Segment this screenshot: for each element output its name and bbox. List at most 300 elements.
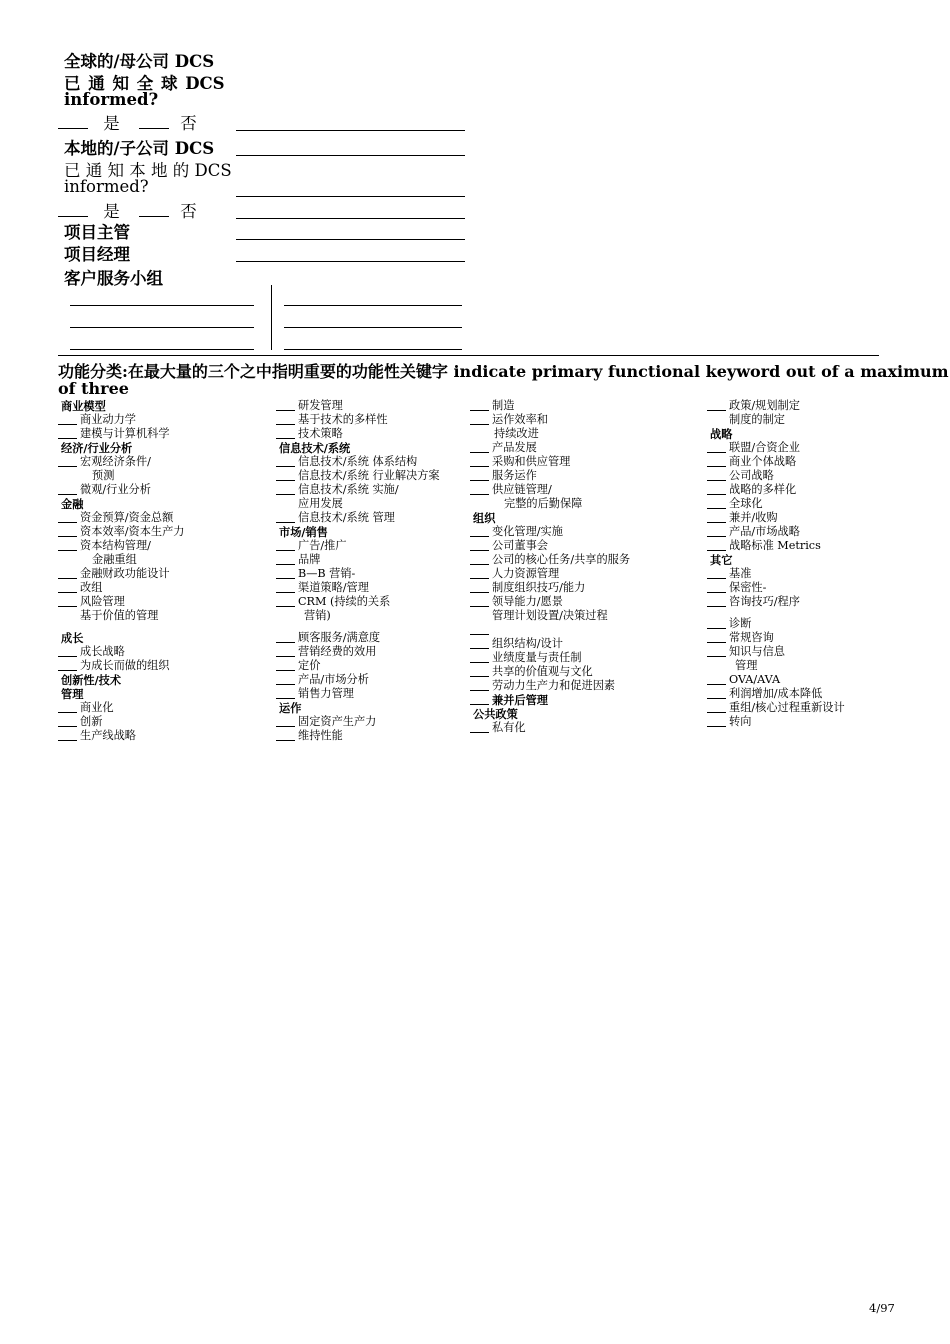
category-heading-text: 组织 — [473, 511, 496, 525]
keyword-item — [276, 413, 464, 427]
checkbox-blank[interactable] — [58, 740, 77, 741]
keyword-item — [58, 567, 268, 581]
answer-line-local[interactable] — [236, 155, 465, 156]
checkbox-blank[interactable] — [58, 656, 77, 657]
checkbox-blank[interactable] — [707, 606, 726, 607]
keyword-label: OVA/AVA — [729, 673, 781, 686]
function-title-cont: of three — [58, 379, 129, 398]
keyword-label: 转向 — [729, 715, 752, 728]
keyword-label: 资本结构管理/ — [80, 539, 151, 552]
keyword-item — [276, 427, 464, 441]
checkbox-blank[interactable] — [276, 578, 295, 579]
global-informed-en: informed? — [64, 90, 159, 109]
category-heading — [58, 441, 268, 455]
keyword-label: 兼并/收购 — [729, 511, 778, 524]
keyword-label: 为成长而做的组织 — [80, 659, 170, 672]
keyword-item — [707, 511, 877, 525]
keyword-label: 改组 — [80, 581, 103, 594]
spacer — [707, 609, 877, 617]
keyword-label: 战略的多样化 — [729, 483, 797, 496]
client-team-line-5[interactable] — [284, 327, 462, 328]
keyword-label: 微观/行业分析 — [80, 483, 151, 496]
checkbox-blank[interactable] — [58, 726, 77, 727]
keyword-item — [470, 469, 700, 483]
keyword-label: CRM (持续的关系 — [298, 595, 391, 608]
keyword-label: 产品/市场分析 — [298, 673, 369, 686]
category-heading-text: 信息技术/系统 — [279, 441, 351, 455]
category-heading — [470, 707, 700, 721]
keyword-label: 资本效率/资本生产力 — [80, 525, 185, 538]
checkbox-blank[interactable] — [58, 438, 77, 439]
keyword-label: 采购和供应管理 — [492, 455, 571, 468]
keyword-item — [707, 617, 877, 631]
keyword-label: 变化管理/实施 — [492, 525, 563, 538]
global-yes-blank[interactable] — [58, 114, 88, 129]
local-no-blank[interactable] — [139, 202, 169, 217]
local-yes-blank[interactable] — [58, 202, 88, 217]
keyword-item — [276, 687, 464, 701]
keyword-item — [470, 413, 700, 427]
checkbox-blank[interactable] — [707, 712, 726, 713]
checkbox-blank[interactable] — [276, 466, 295, 467]
answer-line-local-informed[interactable] — [236, 196, 465, 197]
client-team-line-4[interactable] — [284, 305, 462, 306]
keyword-label: 技术策略 — [298, 427, 343, 440]
local-informed-cn: 已 通 知 本 地 的 DCS — [64, 161, 232, 180]
checkbox-blank[interactable] — [470, 410, 489, 411]
project-manager-label: 项目经理 — [64, 245, 130, 264]
keyword-item — [707, 399, 877, 413]
checkbox-blank[interactable] — [707, 466, 726, 467]
keyword-item — [707, 581, 877, 595]
keyword-continuation — [470, 497, 700, 511]
keyword-item — [58, 729, 268, 743]
keyword-item — [470, 441, 700, 455]
category-heading — [58, 687, 268, 701]
keyword-continuation-text: 管理 — [735, 659, 758, 672]
keyword-label: 利润增加/成本降低 — [729, 687, 823, 700]
keyword-label: 生产线战略 — [80, 729, 136, 742]
keyword-continuation — [276, 497, 464, 511]
keyword-label: 顾客服务/满意度 — [298, 631, 381, 644]
checkbox-blank[interactable] — [58, 536, 77, 537]
project-director-label: 项目主管 — [64, 223, 130, 242]
keyword-item — [276, 595, 464, 609]
client-team-line-2[interactable] — [70, 327, 254, 328]
checkbox-blank[interactable] — [470, 592, 489, 593]
local-yes-label: 是 — [103, 202, 120, 221]
keyword-item — [470, 679, 700, 693]
keyword-label: 成长战略 — [80, 645, 125, 658]
keyword-continuation-text: 预测 — [92, 469, 115, 482]
keyword-item — [276, 469, 464, 483]
checkbox-blank[interactable] — [470, 578, 489, 579]
keyword-item — [276, 581, 464, 595]
keyword-label: 营销经费的效用 — [298, 645, 377, 658]
keyword-item — [707, 455, 877, 469]
checkbox-blank[interactable] — [58, 522, 77, 523]
keyword-label: 私有化 — [492, 721, 526, 734]
keyword-label: 公司董事会 — [492, 539, 548, 552]
checkbox-blank[interactable] — [707, 494, 726, 495]
checkbox-blank[interactable] — [470, 466, 489, 467]
keyword-item — [58, 701, 268, 715]
keyword-label: B—B 营销- — [298, 567, 356, 580]
keyword-item — [276, 567, 464, 581]
checkbox-blank[interactable] — [470, 424, 489, 425]
checkbox-blank[interactable] — [707, 480, 726, 481]
keyword-item — [58, 511, 268, 525]
checkbox-blank[interactable] — [470, 704, 489, 705]
keyword-item — [707, 715, 877, 729]
keyword-label: 人力资源管理 — [492, 567, 560, 580]
category-heading — [58, 399, 268, 413]
keyword-item — [707, 673, 877, 687]
keyword-item — [707, 469, 877, 483]
keyword-label: 资金预算/资金总额 — [80, 511, 174, 524]
keyword-item — [276, 631, 464, 645]
keyword-item — [58, 659, 268, 673]
keyword-continuation — [707, 413, 877, 427]
keyword-label: 战略标准 Metrics — [729, 539, 821, 552]
keyword-label: 商业动力学 — [80, 413, 136, 426]
answer-line-project-director[interactable] — [236, 239, 465, 240]
keyword-label: 产品/市场战略 — [729, 525, 800, 538]
global-no-label: 否 — [180, 114, 197, 133]
keyword-label: 领导能力/愿景 — [492, 595, 563, 608]
checkbox-blank[interactable] — [707, 698, 726, 699]
keyword-item — [470, 455, 700, 469]
function-title: 功能分类:在最大量的三个之中指明重要的功能性关键字 indicate primary functional keyword out of a maximum — [58, 362, 949, 381]
checkbox-blank[interactable] — [707, 550, 726, 551]
checkbox-blank[interactable] — [470, 648, 489, 649]
checkbox-blank[interactable] — [470, 494, 489, 495]
checkbox-blank[interactable] — [470, 606, 489, 607]
keyword-label: 信息技术/系统 体系结构 — [298, 455, 418, 468]
global-yes-no — [58, 110, 197, 134]
keyword-item — [276, 511, 464, 525]
checkbox-blank[interactable] — [470, 536, 489, 537]
checkbox-blank[interactable] — [470, 480, 489, 481]
keyword-label: 保密性- — [729, 581, 767, 594]
category-heading-text: 金融 — [61, 497, 84, 511]
keyword-item — [707, 701, 877, 715]
keyword-item — [707, 595, 877, 609]
keyword-label: 创新 — [80, 715, 103, 728]
keyword-continuation-text: 管理计划设置/决策过程 — [492, 609, 608, 622]
keyword-label: 金融财政功能设计 — [80, 567, 170, 580]
checkbox-blank[interactable] — [707, 410, 726, 411]
keyword-item — [707, 567, 877, 581]
page-number: 4/97 — [869, 1301, 895, 1315]
answer-line-local-yesno[interactable] — [236, 218, 465, 219]
category-heading-text: 商业模型 — [61, 399, 106, 413]
keyword-label: 品牌 — [298, 553, 321, 566]
category-heading-text: 兼并后管理 — [492, 693, 548, 707]
keyword-label: 广告/推广 — [298, 539, 347, 552]
keyword-item — [276, 455, 464, 469]
keyword-item — [58, 427, 268, 441]
function-column-1 — [58, 399, 268, 743]
category-heading — [470, 693, 700, 707]
category-heading — [58, 497, 268, 511]
checkbox-blank[interactable] — [707, 578, 726, 579]
category-heading — [470, 511, 700, 525]
keyword-item — [470, 595, 700, 609]
global-parent-label: 全球的/母公司 DCS — [64, 52, 215, 71]
keyword-item — [276, 715, 464, 729]
category-heading-text: 成长 — [61, 631, 84, 645]
checkbox-blank[interactable] — [276, 670, 295, 671]
keyword-item — [707, 525, 877, 539]
local-no-label: 否 — [180, 202, 197, 221]
keyword-label: 服务运作 — [492, 469, 537, 482]
keyword-item — [470, 553, 700, 567]
keyword-continuation-text: 完整的后勤保障 — [504, 497, 583, 510]
keyword-item — [707, 497, 877, 511]
checkbox-blank[interactable] — [276, 656, 295, 657]
category-heading — [276, 525, 464, 539]
checkbox-blank[interactable] — [276, 480, 295, 481]
checkbox-blank[interactable] — [470, 676, 489, 677]
checkbox-blank[interactable] — [58, 550, 77, 551]
client-team-label: 客户服务小组 — [64, 269, 163, 288]
checkbox-blank[interactable] — [470, 634, 489, 635]
keyword-item — [276, 645, 464, 659]
keyword-item — [276, 399, 464, 413]
keyword-item — [58, 595, 268, 609]
keyword-continuation — [276, 609, 464, 623]
checkbox-blank[interactable] — [58, 606, 77, 607]
keyword-label: 建模与计算机科学 — [80, 427, 170, 440]
checkbox-blank[interactable] — [707, 656, 726, 657]
keyword-item — [58, 715, 268, 729]
keyword-item — [470, 539, 700, 553]
checkbox-blank[interactable] — [707, 592, 726, 593]
keyword-item — [276, 729, 464, 743]
checkbox-blank[interactable] — [58, 466, 77, 467]
checkbox-blank[interactable] — [470, 452, 489, 453]
keyword-label: 共享的价值观与文化 — [492, 665, 593, 678]
category-heading-text: 运作 — [279, 701, 302, 715]
keyword-item — [470, 399, 700, 413]
checkbox-blank[interactable] — [470, 690, 489, 691]
keyword-label: 组织结构/设计 — [492, 637, 563, 650]
category-heading — [58, 673, 268, 687]
checkbox-blank[interactable] — [276, 642, 295, 643]
keyword-item — [470, 525, 700, 539]
keyword-continuation — [58, 609, 268, 623]
category-heading-text: 战略 — [710, 427, 733, 441]
checkbox-blank[interactable] — [276, 494, 295, 495]
keyword-item — [58, 483, 268, 497]
function-column-4 — [707, 399, 877, 729]
keyword-label: 业绩度量与责任制 — [492, 651, 582, 664]
keyword-label: 重组/核心过程重新设计 — [729, 701, 845, 714]
category-heading — [276, 441, 464, 455]
keyword-label: 研发管理 — [298, 399, 343, 412]
checkbox-blank[interactable] — [707, 684, 726, 685]
keyword-continuation-text: 制度的制定 — [729, 413, 785, 426]
checkbox-blank[interactable] — [276, 740, 295, 741]
keyword-item — [58, 581, 268, 595]
checkbox-blank[interactable] — [276, 438, 295, 439]
checkbox-blank[interactable] — [276, 410, 295, 411]
category-heading-text: 其它 — [710, 553, 733, 567]
keyword-item — [58, 645, 268, 659]
keyword-label: 常规咨询 — [729, 631, 774, 644]
local-informed-en: informed? — [64, 177, 149, 196]
keyword-label: 风险管理 — [80, 595, 125, 608]
keyword-item — [276, 673, 464, 687]
keyword-item — [276, 483, 464, 497]
checkbox-blank[interactable] — [276, 684, 295, 685]
spacer — [58, 623, 268, 631]
keyword-label: 供应链管理/ — [492, 483, 552, 496]
keyword-label: 固定资产生产力 — [298, 715, 377, 728]
keyword-label: 知识与信息 — [729, 645, 785, 658]
keyword-label: 渠道策略/管理 — [298, 581, 369, 594]
keyword-item — [276, 553, 464, 567]
local-sub-label: 本地的/子公司 DCS — [64, 139, 215, 158]
keyword-item — [707, 631, 877, 645]
function-column-3 — [470, 399, 700, 735]
client-team-line-6[interactable] — [284, 349, 462, 350]
keyword-item — [276, 539, 464, 553]
category-heading-text: 经济/行业分析 — [61, 441, 133, 455]
checkbox-blank[interactable] — [276, 522, 295, 523]
checkbox-blank[interactable] — [470, 662, 489, 663]
checkbox-blank[interactable] — [276, 564, 295, 565]
category-heading — [58, 631, 268, 645]
keyword-label: 销售力管理 — [298, 687, 354, 700]
spacer — [276, 623, 464, 631]
keyword-item — [470, 665, 700, 679]
keyword-item — [58, 413, 268, 427]
keyword-label: 制度组织技巧/能力 — [492, 581, 586, 594]
checkbox-blank[interactable] — [707, 508, 726, 509]
keyword-item — [707, 441, 877, 455]
keyword-continuation — [58, 553, 268, 567]
function-column-2 — [276, 399, 464, 743]
keyword-label: 基准 — [729, 567, 752, 580]
keyword-item — [58, 539, 268, 553]
keyword-continuation-text: 持续改进 — [494, 427, 539, 440]
checkbox-blank[interactable] — [707, 536, 726, 537]
keyword-item — [470, 483, 700, 497]
keyword-item — [470, 581, 700, 595]
keyword-continuation — [470, 609, 700, 623]
keyword-item — [707, 645, 877, 659]
keyword-item — [707, 483, 877, 497]
answer-line-global[interactable] — [236, 130, 465, 131]
global-informed-cn: 已 通 知 全 球 DCS — [64, 74, 225, 93]
category-heading-text: 管理 — [61, 687, 84, 701]
checkbox-blank[interactable] — [707, 726, 726, 727]
checkbox-blank[interactable] — [276, 424, 295, 425]
keyword-label: 基于技术的多样性 — [298, 413, 388, 426]
checkbox-blank[interactable] — [707, 628, 726, 629]
keyword-continuation-text: 营销) — [304, 609, 331, 622]
keyword-label: 公司战略 — [729, 469, 774, 482]
keyword-continuation — [58, 469, 268, 483]
keyword-label: 信息技术/系统 行业解决方案 — [298, 469, 440, 482]
client-team-line-3[interactable] — [70, 349, 254, 350]
checkbox-blank[interactable] — [470, 732, 489, 733]
checkbox-blank[interactable] — [58, 670, 77, 671]
checkbox-blank[interactable] — [58, 712, 77, 713]
keyword-item — [470, 721, 700, 735]
keyword-label: 公司的核心任务/共享的服务 — [492, 553, 631, 566]
keyword-label: 商业个体战略 — [729, 455, 797, 468]
checkbox-blank[interactable] — [707, 522, 726, 523]
keyword-label: 运作效率和 — [492, 413, 548, 426]
keyword-continuation-text: 基于价值的管理 — [80, 609, 159, 622]
keyword-item — [707, 539, 877, 553]
keyword-item — [58, 525, 268, 539]
keyword-continuation — [470, 427, 700, 441]
keyword-label: 全球化 — [729, 497, 763, 510]
keyword-label: 产品发展 — [492, 441, 537, 454]
category-heading-text: 创新性/技术 — [61, 673, 122, 687]
category-heading-text: 市场/销售 — [279, 525, 328, 539]
checkbox-blank[interactable] — [276, 592, 295, 593]
category-heading — [276, 701, 464, 715]
category-heading-text: 公共政策 — [473, 707, 518, 721]
keyword-label: 定价 — [298, 659, 321, 672]
checkbox-blank[interactable] — [707, 642, 726, 643]
answer-line-project-manager[interactable] — [236, 261, 465, 262]
keyword-continuation-text: 金融重组 — [92, 553, 137, 566]
keyword-label: 商业化 — [80, 701, 114, 714]
keyword-continuation-text: 应用发展 — [298, 497, 343, 510]
checkbox-blank[interactable] — [58, 592, 77, 593]
checkbox-blank[interactable] — [707, 452, 726, 453]
blank-item — [470, 623, 700, 637]
checkbox-blank[interactable] — [470, 564, 489, 565]
keyword-label: 制造 — [492, 399, 515, 412]
checkbox-blank[interactable] — [58, 494, 77, 495]
keyword-item — [276, 659, 464, 673]
global-no-blank[interactable] — [139, 114, 169, 129]
keyword-label: 诊断 — [729, 617, 752, 630]
keyword-label: 宏观经济条件/ — [80, 455, 151, 468]
section-separator — [58, 355, 879, 356]
keyword-item — [707, 687, 877, 701]
checkbox-blank[interactable] — [276, 550, 295, 551]
keyword-label: 咨询技巧/程序 — [729, 595, 800, 608]
keyword-item — [470, 651, 700, 665]
category-heading — [707, 427, 877, 441]
keyword-item — [58, 455, 268, 469]
keyword-item — [470, 637, 700, 651]
keyword-label: 信息技术/系统 管理 — [298, 511, 395, 524]
category-heading — [707, 553, 877, 567]
checkbox-blank[interactable] — [276, 606, 295, 607]
keyword-label: 维持性能 — [298, 729, 343, 742]
keyword-label: 信息技术/系统 实施/ — [298, 483, 399, 496]
keyword-label: 劳动力生产力和促进因素 — [492, 679, 616, 692]
checkbox-blank[interactable] — [276, 698, 295, 699]
keyword-item — [470, 567, 700, 581]
global-yes-label: 是 — [103, 114, 120, 133]
keyword-label: 政策/规划制定 — [729, 399, 800, 412]
checkbox-blank[interactable] — [470, 550, 489, 551]
checkbox-blank[interactable] — [58, 424, 77, 425]
client-team-line-1[interactable] — [70, 305, 254, 306]
checkbox-blank[interactable] — [276, 726, 295, 727]
checkbox-blank[interactable] — [58, 578, 77, 579]
